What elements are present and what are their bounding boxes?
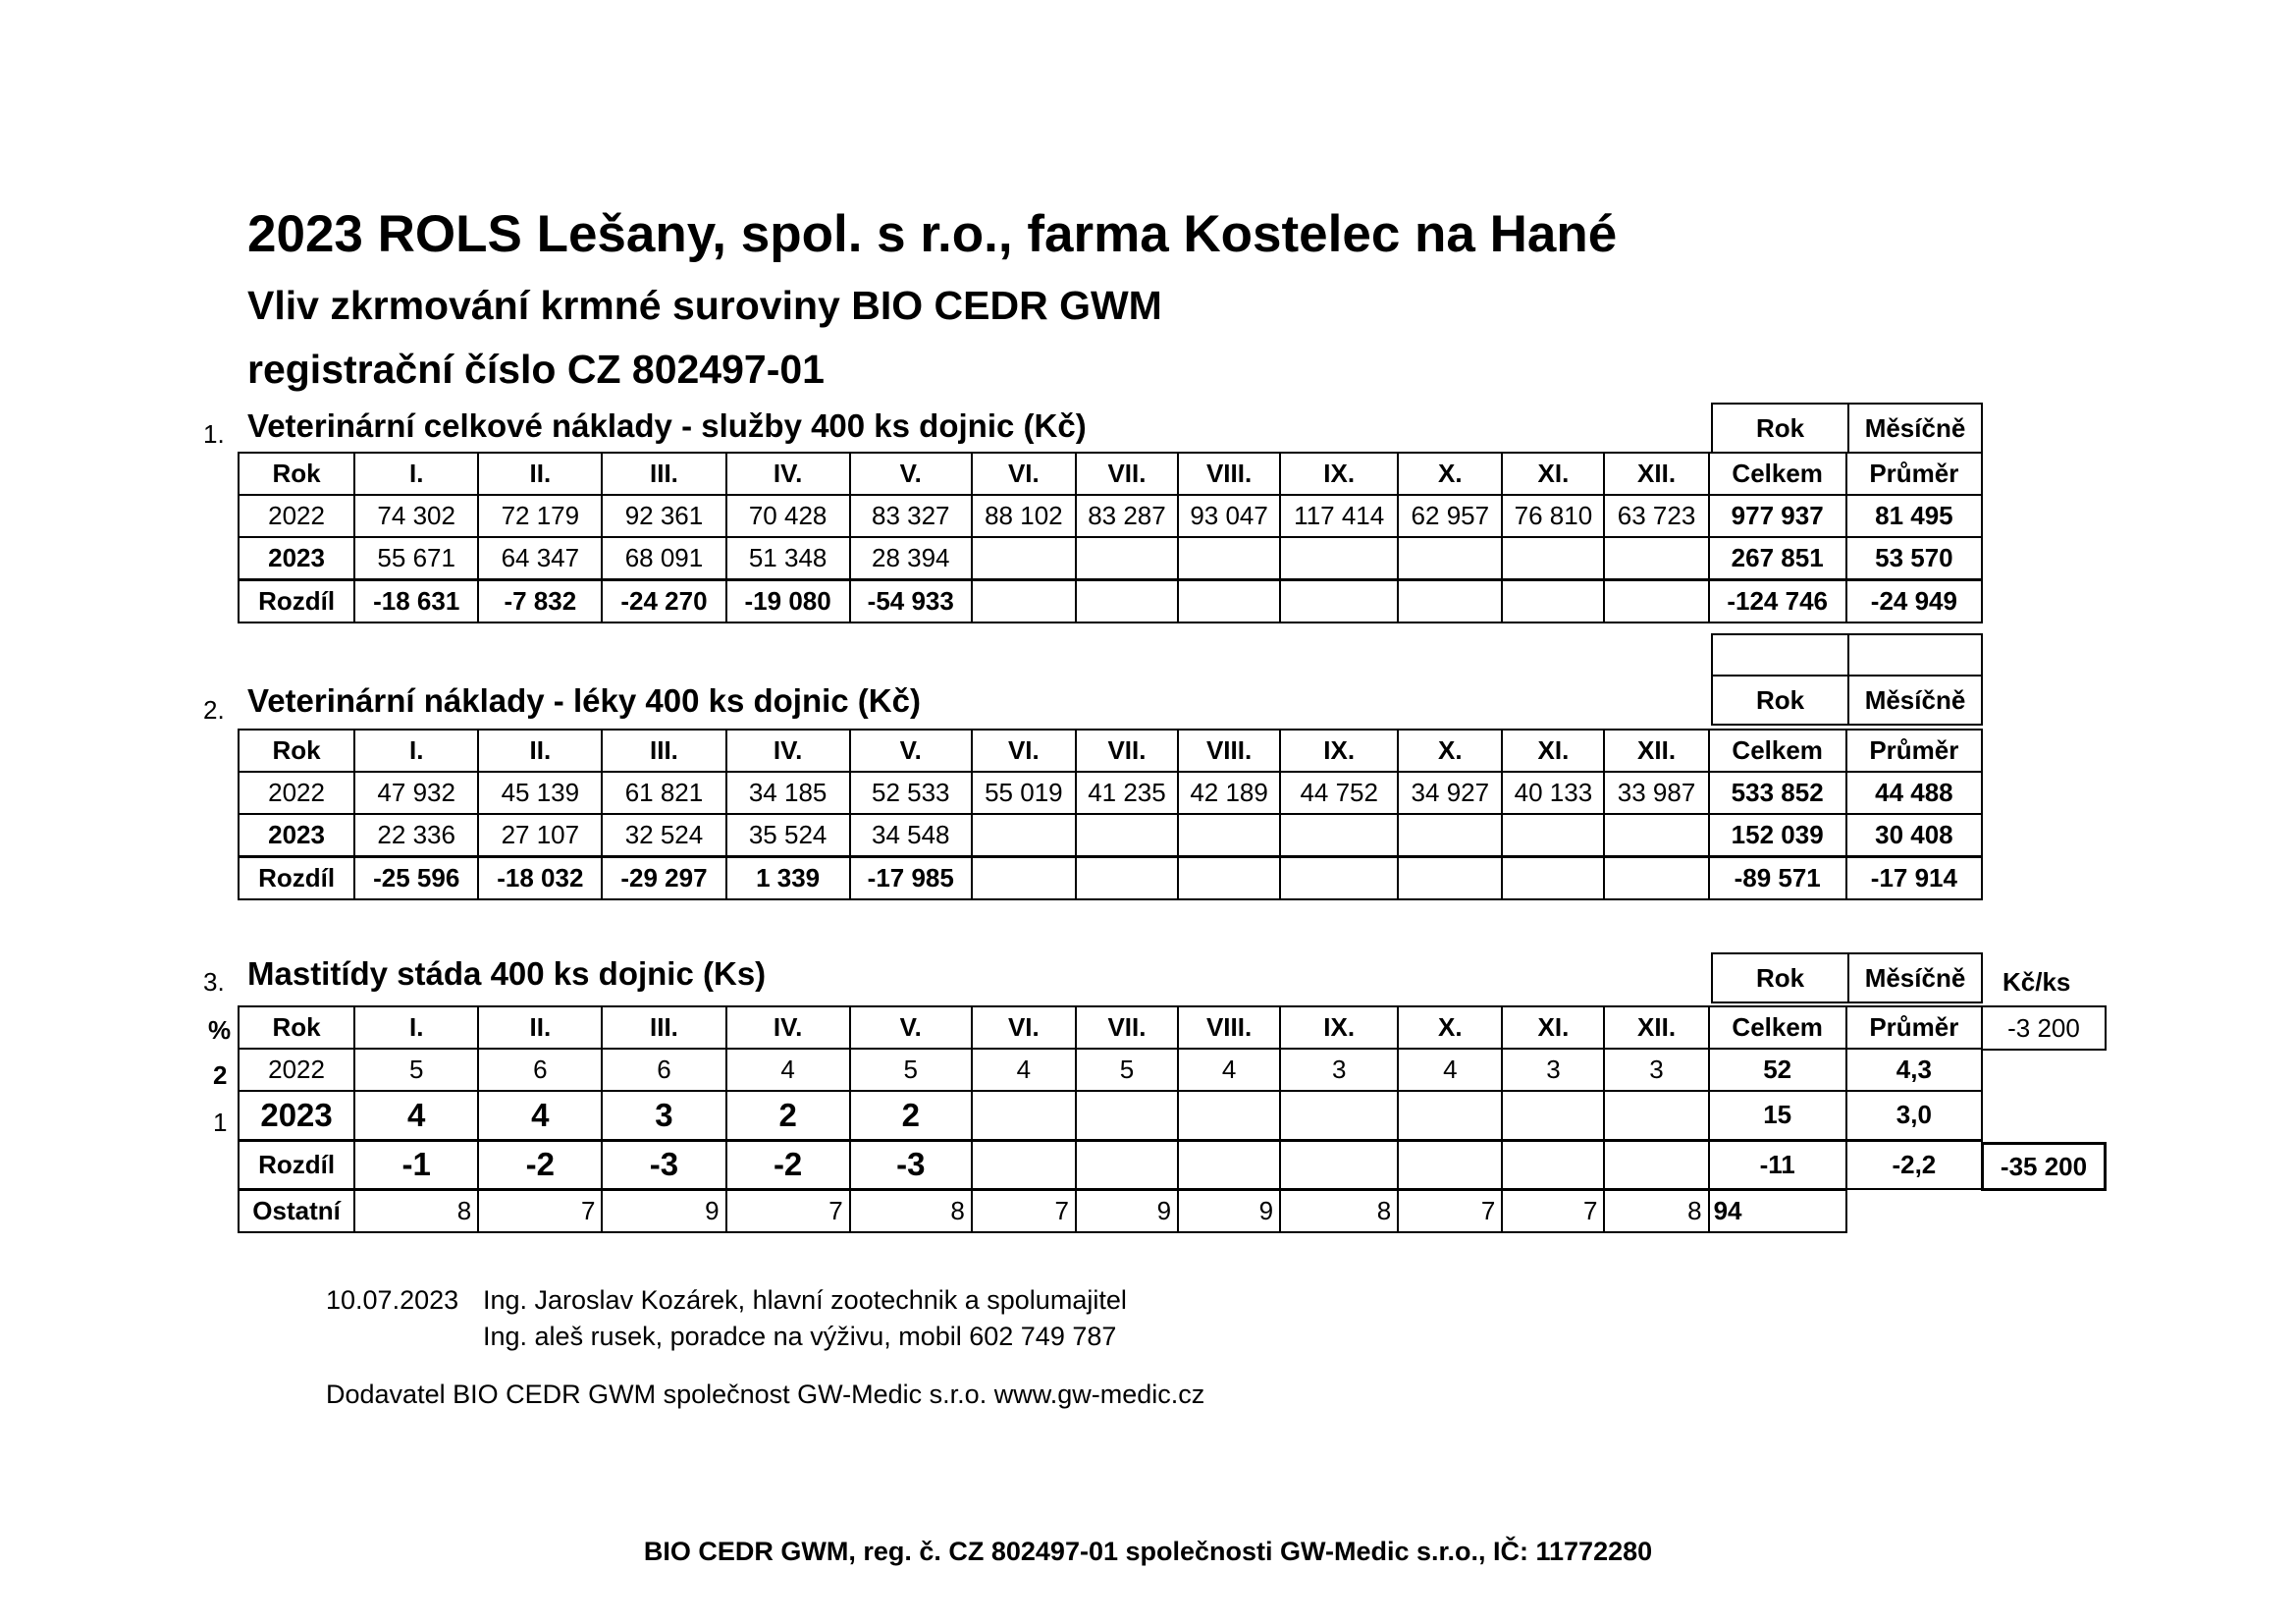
total-cell: 977 937 — [1709, 495, 1846, 537]
table-cell — [1502, 1091, 1604, 1140]
table-cell: 22 336 — [354, 814, 478, 857]
table-cell: 4 — [726, 1049, 850, 1091]
average-cell: -24 949 — [1846, 580, 1982, 623]
col-header: V. — [850, 453, 972, 495]
kc-per-ks-label: Kč/ks — [2002, 967, 2071, 997]
table-cell: 6 — [602, 1049, 725, 1091]
table-cell — [1398, 537, 1502, 580]
col-header: II. — [478, 453, 602, 495]
table-cell — [1280, 857, 1398, 900]
section-3-rok-label: Rok — [1711, 952, 1849, 1003]
table-cell: 47 932 — [354, 772, 478, 814]
table-cell: 4 — [1178, 1049, 1280, 1091]
table-cell: 55 019 — [972, 772, 1076, 814]
table-cell: 3 — [1280, 1049, 1398, 1091]
table-cell: -2 — [478, 1140, 602, 1189]
table-cell: 4 — [478, 1091, 602, 1140]
table-cell: 45 139 — [478, 772, 602, 814]
table-cell — [1178, 857, 1280, 900]
col-header: VI. — [972, 1006, 1076, 1049]
table-cell — [1178, 537, 1280, 580]
signature-line-2: Ing. aleš rusek, poradce na výživu, mobil 602 749 787 — [483, 1322, 1117, 1351]
col-header: XII. — [1604, 453, 1708, 495]
row-label: 2022 — [239, 772, 354, 814]
table-cell: 64 347 — [478, 537, 602, 580]
col-header: Rok — [239, 453, 354, 495]
col-header: IV. — [726, 730, 850, 772]
col-header: Celkem — [1709, 453, 1846, 495]
table-cell: -3 — [602, 1140, 725, 1189]
section-1-rok-label: Rok — [1711, 403, 1849, 454]
section-1-mesicne-label: Měsíčně — [1847, 403, 1983, 454]
col-header: VI. — [972, 453, 1076, 495]
row-label: Rozdíl — [239, 1140, 354, 1189]
table-cell — [1604, 1140, 1708, 1189]
table-cell — [972, 1091, 1076, 1140]
table-cell: 83 287 — [1076, 495, 1178, 537]
table-cell: 8 — [1604, 1189, 1708, 1232]
col-header: IX. — [1280, 730, 1398, 772]
col-header: II. — [478, 730, 602, 772]
table-cell: -54 933 — [850, 580, 972, 623]
section-3-mesicne-label: Měsíčně — [1847, 952, 1983, 1003]
average-cell: 81 495 — [1846, 495, 1982, 537]
col-header: Rok — [239, 1006, 354, 1049]
section-1-table — [238, 452, 1983, 623]
col-header: IV. — [726, 453, 850, 495]
col-header: VII. — [1076, 1006, 1178, 1049]
table-cell — [1398, 1091, 1502, 1140]
table-cell — [1502, 1140, 1604, 1189]
table-row — [239, 537, 1982, 580]
row-label: Rozdíl — [239, 857, 354, 900]
col-header: III. — [602, 453, 725, 495]
table-cell: 8 — [354, 1189, 478, 1232]
table-cell: 33 987 — [1604, 772, 1708, 814]
table-cell: 4 — [354, 1091, 478, 1140]
table-cell — [1604, 537, 1708, 580]
signature-date: 10.07.2023 — [326, 1285, 459, 1315]
table-cell — [1280, 580, 1398, 623]
table-cell: 40 133 — [1502, 772, 1604, 814]
table-cell: -24 270 — [602, 580, 725, 623]
table-row — [239, 857, 1982, 900]
table-cell — [1502, 580, 1604, 623]
table-cell — [1398, 1140, 1502, 1189]
total-cell: 152 039 — [1709, 814, 1846, 857]
col-header: Celkem — [1709, 730, 1846, 772]
table-cell — [1604, 857, 1708, 900]
col-header: XI. — [1502, 1006, 1604, 1049]
table-cell: 44 752 — [1280, 772, 1398, 814]
col-header: III. — [602, 1006, 725, 1049]
total-cell: -89 571 — [1709, 857, 1846, 900]
row-label: 2023 — [239, 814, 354, 857]
section-2-rok-label: Rok — [1711, 675, 1849, 726]
rozdil-kc-value: -35 200 — [1981, 1142, 2107, 1191]
col-header: VIII. — [1178, 453, 1280, 495]
row-label: 2023 — [239, 537, 354, 580]
table-cell: 7 — [478, 1189, 602, 1232]
table-cell — [1076, 537, 1178, 580]
col-header: Celkem — [1709, 1006, 1846, 1049]
col-header: X. — [1398, 453, 1502, 495]
table-cell: 72 179 — [478, 495, 602, 537]
row-label: 2022 — [239, 495, 354, 537]
table-cell: 9 — [1076, 1189, 1178, 1232]
section-2-table — [238, 729, 1983, 900]
table-row — [239, 1049, 1982, 1091]
col-header: V. — [850, 1006, 972, 1049]
section-3-table — [238, 1005, 1983, 1233]
section-3-number: 3. — [203, 967, 225, 997]
table-cell: 2 — [726, 1091, 850, 1140]
row-label: 2023 — [239, 1091, 354, 1140]
table-cell — [1398, 814, 1502, 857]
table-cell — [1178, 580, 1280, 623]
section-3-title: Mastitídy stáda 400 ks dojnic (Ks) — [247, 955, 767, 992]
table-cell: 55 671 — [354, 537, 478, 580]
table-cell: -2 — [726, 1140, 850, 1189]
total-cell: 94 — [1709, 1189, 1846, 1232]
table-cell: 5 — [354, 1049, 478, 1091]
table-cell: 9 — [602, 1189, 725, 1232]
table-cell — [972, 537, 1076, 580]
table-row — [239, 1140, 1982, 1189]
table-cell: 117 414 — [1280, 495, 1398, 537]
table-cell: 35 524 — [726, 814, 850, 857]
table-cell — [972, 814, 1076, 857]
average-cell: -17 914 — [1846, 857, 1982, 900]
total-cell: -124 746 — [1709, 580, 1846, 623]
col-header: Průměr — [1846, 1006, 1982, 1049]
table-cell: 68 091 — [602, 537, 725, 580]
col-header: I. — [354, 1006, 478, 1049]
kc-per-ks-value: -3 200 — [1981, 1005, 2107, 1051]
table-cell: 92 361 — [602, 495, 725, 537]
table-cell: 5 — [1076, 1049, 1178, 1091]
table-cell — [1178, 1091, 1280, 1140]
col-header: I. — [354, 730, 478, 772]
average-cell: -2,2 — [1846, 1140, 1982, 1189]
table-cell: 7 — [726, 1189, 850, 1232]
table-cell — [1604, 1091, 1708, 1140]
section-2-mesicne-label: Měsíčně — [1847, 675, 1983, 726]
col-header: XI. — [1502, 730, 1604, 772]
col-header: V. — [850, 730, 972, 772]
table-cell: 27 107 — [478, 814, 602, 857]
col-header: IX. — [1280, 1006, 1398, 1049]
table-cell — [1280, 537, 1398, 580]
table-cell — [1076, 857, 1178, 900]
average-cell: 30 408 — [1846, 814, 1982, 857]
percent-value: 1 — [213, 1108, 228, 1137]
table-cell: 4 — [972, 1049, 1076, 1091]
table-cell: 6 — [478, 1049, 602, 1091]
table-cell: 8 — [1280, 1189, 1398, 1232]
table-cell — [972, 580, 1076, 623]
col-header: II. — [478, 1006, 602, 1049]
table-cell: 51 348 — [726, 537, 850, 580]
col-header: III. — [602, 730, 725, 772]
average-cell: 4,3 — [1846, 1049, 1982, 1091]
table-cell: 74 302 — [354, 495, 478, 537]
signature-line-1: Ing. Jaroslav Kozárek, hlavní zootechnik a spolumajitel — [483, 1285, 1127, 1315]
table-cell: 7 — [972, 1189, 1076, 1232]
total-cell: 52 — [1709, 1049, 1846, 1091]
spacer-box — [1711, 633, 1849, 677]
section-1-number: 1. — [203, 419, 225, 449]
table-cell: -18 631 — [354, 580, 478, 623]
table-cell: -19 080 — [726, 580, 850, 623]
table-cell: 61 821 — [602, 772, 725, 814]
table-row — [239, 772, 1982, 814]
table-cell: -29 297 — [602, 857, 725, 900]
col-header: IX. — [1280, 453, 1398, 495]
table-cell: -17 985 — [850, 857, 972, 900]
table-cell — [1178, 814, 1280, 857]
percent-value: 2 — [213, 1060, 228, 1090]
table-cell: 83 327 — [850, 495, 972, 537]
col-header: Rok — [239, 730, 354, 772]
table-cell: 3 — [1604, 1049, 1708, 1091]
table-cell: 2 — [850, 1091, 972, 1140]
table-cell: -3 — [850, 1140, 972, 1189]
section-2-number: 2. — [203, 695, 225, 725]
table-cell — [1280, 814, 1398, 857]
col-header: VII. — [1076, 453, 1178, 495]
table-cell — [1076, 1140, 1178, 1189]
table-cell: 93 047 — [1178, 495, 1280, 537]
table-cell — [1398, 857, 1502, 900]
table-cell — [1280, 1140, 1398, 1189]
total-cell: 533 852 — [1709, 772, 1846, 814]
page-subtitle: Vliv zkrmování krmné suroviny BIO CEDR GWM — [247, 283, 1162, 328]
table-cell: 1 339 — [726, 857, 850, 900]
table-cell — [1280, 1091, 1398, 1140]
spacer-box — [1847, 633, 1983, 677]
table-cell: 32 524 — [602, 814, 725, 857]
registration-number: registrační číslo CZ 802497-01 — [247, 347, 825, 392]
table-cell: 41 235 — [1076, 772, 1178, 814]
table-cell: -25 596 — [354, 857, 478, 900]
table-row — [239, 580, 1982, 623]
col-header: VI. — [972, 730, 1076, 772]
table-cell — [1604, 580, 1708, 623]
table-cell: 34 927 — [1398, 772, 1502, 814]
table-cell — [1076, 580, 1178, 623]
supplier-line: Dodavatel BIO CEDR GWM společnost GW-Medic s.r.o. www.gw-medic.cz — [326, 1380, 1205, 1409]
table-cell — [1398, 580, 1502, 623]
section-1-title: Veterinární celkové náklady - služby 400 ks dojnic (Kč) — [247, 407, 1087, 444]
table-cell — [972, 857, 1076, 900]
col-header: X. — [1398, 730, 1502, 772]
table-cell: 8 — [850, 1189, 972, 1232]
table-cell — [1502, 857, 1604, 900]
table-cell — [1076, 1091, 1178, 1140]
table-cell: -18 032 — [478, 857, 602, 900]
total-cell: 267 851 — [1709, 537, 1846, 580]
table-row — [239, 814, 1982, 857]
table-header-row — [239, 1006, 1982, 1049]
table-cell: -7 832 — [478, 580, 602, 623]
table-cell — [1178, 1140, 1280, 1189]
table-cell: 62 957 — [1398, 495, 1502, 537]
table-cell: 42 189 — [1178, 772, 1280, 814]
table-cell: 34 185 — [726, 772, 850, 814]
page-title: 2023 ROLS Lešany, spol. s r.o., farma Kostelec na Hané — [247, 205, 1618, 263]
row-label: 2022 — [239, 1049, 354, 1091]
col-header: X. — [1398, 1006, 1502, 1049]
table-cell: 28 394 — [850, 537, 972, 580]
table-cell: 70 428 — [726, 495, 850, 537]
col-header: VII. — [1076, 730, 1178, 772]
table-cell — [972, 1140, 1076, 1189]
table-header-row — [239, 730, 1982, 772]
row-label: Rozdíl — [239, 580, 354, 623]
table-cell — [1502, 537, 1604, 580]
col-header: VIII. — [1178, 1006, 1280, 1049]
table-row — [239, 1091, 1982, 1140]
table-cell: 52 533 — [850, 772, 972, 814]
col-header: I. — [354, 453, 478, 495]
col-header: VIII. — [1178, 730, 1280, 772]
table-cell: 76 810 — [1502, 495, 1604, 537]
average-cell: 53 570 — [1846, 537, 1982, 580]
table-cell: 9 — [1178, 1189, 1280, 1232]
page-footer: BIO CEDR GWM, reg. č. CZ 802497-01 společnosti GW-Medic s.r.o., IČ: 11772280 — [643, 1537, 1653, 1566]
table-cell — [1502, 814, 1604, 857]
section-2-title: Veterinární náklady - léky 400 ks dojnic (Kč) — [247, 682, 921, 719]
table-cell: 3 — [602, 1091, 725, 1140]
table-cell: 4 — [1398, 1049, 1502, 1091]
table-cell: 3 — [1502, 1049, 1604, 1091]
table-row — [239, 1189, 1982, 1232]
col-header: Průměr — [1846, 730, 1982, 772]
table-cell — [1076, 814, 1178, 857]
table-cell: 63 723 — [1604, 495, 1708, 537]
table-cell: 7 — [1502, 1189, 1604, 1232]
table-cell: 5 — [850, 1049, 972, 1091]
average-cell: 44 488 — [1846, 772, 1982, 814]
table-cell: 88 102 — [972, 495, 1076, 537]
table-cell: 7 — [1398, 1189, 1502, 1232]
average-cell: 3,0 — [1846, 1091, 1982, 1140]
table-row — [239, 495, 1982, 537]
table-cell: 34 548 — [850, 814, 972, 857]
col-header: Průměr — [1846, 453, 1982, 495]
col-header: XII. — [1604, 730, 1708, 772]
col-header: IV. — [726, 1006, 850, 1049]
table-cell — [1604, 814, 1708, 857]
table-header-row — [239, 453, 1982, 495]
row-label: Ostatní — [239, 1189, 354, 1232]
total-cell: -11 — [1709, 1140, 1846, 1189]
empty-cell — [1846, 1189, 1982, 1232]
total-cell: 15 — [1709, 1091, 1846, 1140]
percent-label: % — [208, 1015, 232, 1045]
col-header: XI. — [1502, 453, 1604, 495]
col-header: XII. — [1604, 1006, 1708, 1049]
table-cell: -1 — [354, 1140, 478, 1189]
